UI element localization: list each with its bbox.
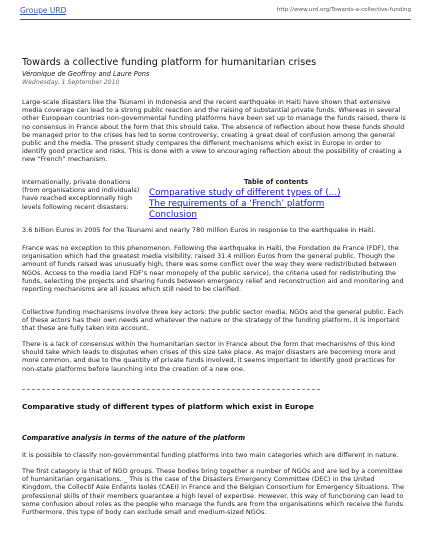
header-divider [20, 19, 411, 20]
toc-title: Table of contents [243, 178, 309, 186]
donations-paragraph: Internationally, private donations (from organisations and individuals) have reached exceptionnally high levels following recent disasters: [22, 178, 140, 211]
toc-link-comparative-study[interactable]: Comparative study of different types of (...) [149, 188, 341, 198]
article-authors: Véronique de Geoffroy and Laure Pons [22, 70, 150, 78]
classification-paragraph: It is possible to classify non-governmental funding platforms into two main categories which are different in nature. [22, 451, 399, 459]
funding-mechanisms-paragraph: Collective funding mechanisms involve three key actors: the public sector media, NGOs and the general public. Each of these actors has their own needs and whatever the nature or the strategy of the funding platform, it is important that these are fully taken into account. [22, 308, 404, 333]
intro-paragraph: Large-scale disasters like the Tsunami in Indonesia and the recent earthquake in Haiti have shown that extensive media coverage can lead to a strong public reaction and the raising of substantial private funds. Whereas in several other European countries non-governmental funding platforms have been set up to manage the funds raised, there is no consensus in France about the form that this should take. The absence of reflection about how these funds should be managed prior to the crises has led to some controversy, creating a great deal of confusion among the general public and the media. The present study compares the different mechanisms which exist in Europe in order to identify good practice and risks. This is done with a view to encouraging reflection about the possibility of creating a new “French” mechanism. [22, 98, 406, 164]
site-link[interactable]: Groupe URD [20, 6, 67, 15]
ngo-groups-paragraph: The first category is that of NGO groups. These bodies bring together a number of NGOs and are led by a committee of humanitarian organisations. _ This is the case of the Disasters Emergency Committee (DEC) in the United Kingdom, the Collectif Asie Enfants Isolés (CAEI) in France and the Belgian Consortium for Emergency Situations. The professional skills of their members guarantee a high level of expertise. However, this way of functioning can lead to some confusion about roles as the people who manage the funds are from the organisations which receive the funds. Furthermore, this type of body can exclude small and medium-sized NGOs. [22, 467, 405, 517]
france-paragraph: France was no exception to this phenomenon. Following the earthquake in Haiti, the Fondation de France (FDF), the organisation which had the greatest media visibility, raised 31.4 million Euros from the general public. Though the amount of funds raised was unusually high, there was some conflict over the way they were redistributed between NGOs. Access to the media (and FDF’s near monopoly of the public service), the criteria used for redistributing the funds, selecting the projects and sharing funds between emergency relief and reconstruction aid and monitoring and reporting mechanisms are all issues which still need to be clarified. [22, 244, 404, 294]
page-header [20, 6, 411, 24]
donation-figures-paragraph: 3.6 billion Euros in 2005 for the Tsunami and nearly 780 million Euros in response to the earthquake in Haiti. [22, 226, 376, 234]
article-date: Wednesday, 1 September 2010 [22, 79, 120, 86]
consensus-paragraph: There is a lack of consensus within the humanitarian sector in France about the form that mechanisms of this kind should take which leads to disputes when crises of this size take place. As major disasters are becoming more and more common, and due to the quantity of private funds involved, it seems important to identify good practices for non-state platforms before launching into the creation of a new one. [22, 340, 396, 373]
subsection-heading: Comparative analysis in terms of the nature of the platform [22, 434, 246, 442]
section-heading: Comparative study of different types of platform which exist in Europe [22, 402, 314, 411]
toc-link-conclusion[interactable]: Conclusion [149, 210, 197, 220]
table-of-contents [149, 178, 403, 221]
toc-link-french-platform[interactable]: The requirements of a ‘French’ platform [149, 199, 325, 209]
section-divider [22, 389, 320, 390]
source-url: http://www.urd.org/Towards-a-collective-funding [276, 7, 411, 13]
article-title: Towards a collective funding platform for humanitarian crises [22, 57, 317, 68]
